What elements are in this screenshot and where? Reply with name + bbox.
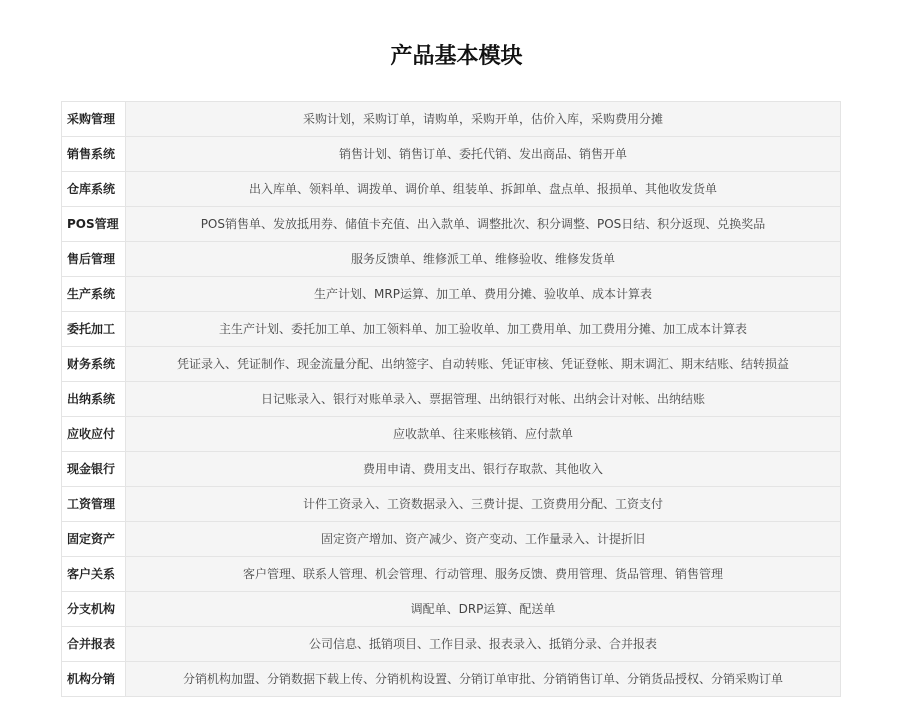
module-description: 应收款单、往来账核销、应付款单 [126, 417, 841, 452]
module-name: 工资管理 [62, 487, 126, 522]
module-description: 凭证录入、凭证制作、现金流量分配、出纳签字、自动转账、凭证审核、凭证登帐、期末调汇、期末结账、结转损益 [126, 347, 841, 382]
module-name: 仓库系统 [62, 172, 126, 207]
module-description: 客户管理、联系人管理、机会管理、行动管理、服务反馈、费用管理、货品管理、销售管理 [126, 557, 841, 592]
table-row [62, 277, 841, 312]
table-row [62, 417, 841, 452]
module-name: 合并报表 [62, 627, 126, 662]
table-row [62, 522, 841, 557]
module-name: 客户关系 [62, 557, 126, 592]
module-description: 出入库单、领料单、调拨单、调价单、组装单、拆卸单、盘点单、报损单、其他收发货单 [126, 172, 841, 207]
table-row [62, 662, 841, 697]
module-description: 分销机构加盟、分销数据下载上传、分销机构设置、分销订单审批、分销销售订单、分销货品授权、分销采购订单 [126, 662, 841, 697]
table-row [62, 382, 841, 417]
module-name: 采购管理 [62, 102, 126, 137]
module-description: 固定资产增加、资产减少、资产变动、工作量录入、计提折旧 [126, 522, 841, 557]
module-name: 委托加工 [62, 312, 126, 347]
module-name: 应收应付 [62, 417, 126, 452]
module-name: 现金银行 [62, 452, 126, 487]
table-row [62, 592, 841, 627]
module-description: 计件工资录入、工资数据录入、三费计提、工资费用分配、工资支付 [126, 487, 841, 522]
modules-table [61, 101, 841, 697]
table-row [62, 102, 841, 137]
table-row [62, 557, 841, 592]
module-description: 服务反馈单、维修派工单、维修验收、维修发货单 [126, 242, 841, 277]
table-row [62, 487, 841, 522]
table-row [62, 172, 841, 207]
module-description: 日记账录入、银行对账单录入、票据管理、出纳银行对帐、出纳会计对帐、出纳结账 [126, 382, 841, 417]
table-row [62, 452, 841, 487]
module-name: POS管理 [62, 207, 126, 242]
module-description: 公司信息、抵销项目、工作目录、报表录入、抵销分录、合并报表 [126, 627, 841, 662]
module-description: 销售计划、销售订单、委托代销、发出商品、销售开单 [126, 137, 841, 172]
table-row [62, 627, 841, 662]
table-row [62, 207, 841, 242]
module-name: 固定资产 [62, 522, 126, 557]
module-name: 财务系统 [62, 347, 126, 382]
module-description: POS销售单、发放抵用券、储值卡充值、出入款单、调整批次、积分调整、POS日结、积分返现、兑换奖品 [126, 207, 841, 242]
module-name: 分支机构 [62, 592, 126, 627]
module-description: 采购计划，采购订单，请购单，采购开单，估价入库，采购费用分摊 [126, 102, 841, 137]
table-row [62, 242, 841, 277]
module-description: 调配单、DRP运算、配送单 [126, 592, 841, 627]
module-description: 生产计划、MRP运算、加工单、费用分摊、验收单、成本计算表 [126, 277, 841, 312]
table-row [62, 312, 841, 347]
module-name: 生产系统 [62, 277, 126, 312]
module-name: 售后管理 [62, 242, 126, 277]
module-name: 机构分销 [62, 662, 126, 697]
table-row [62, 347, 841, 382]
module-name: 出纳系统 [62, 382, 126, 417]
table-row [62, 137, 841, 172]
module-name: 销售系统 [62, 137, 126, 172]
module-description: 费用申请、费用支出、银行存取款、其他收入 [126, 452, 841, 487]
page-title: 产品基本模块 [390, 44, 523, 69]
module-description: 主生产计划、委托加工单、加工领料单、加工验收单、加工费用单、加工费用分摊、加工成本计算表 [126, 312, 841, 347]
